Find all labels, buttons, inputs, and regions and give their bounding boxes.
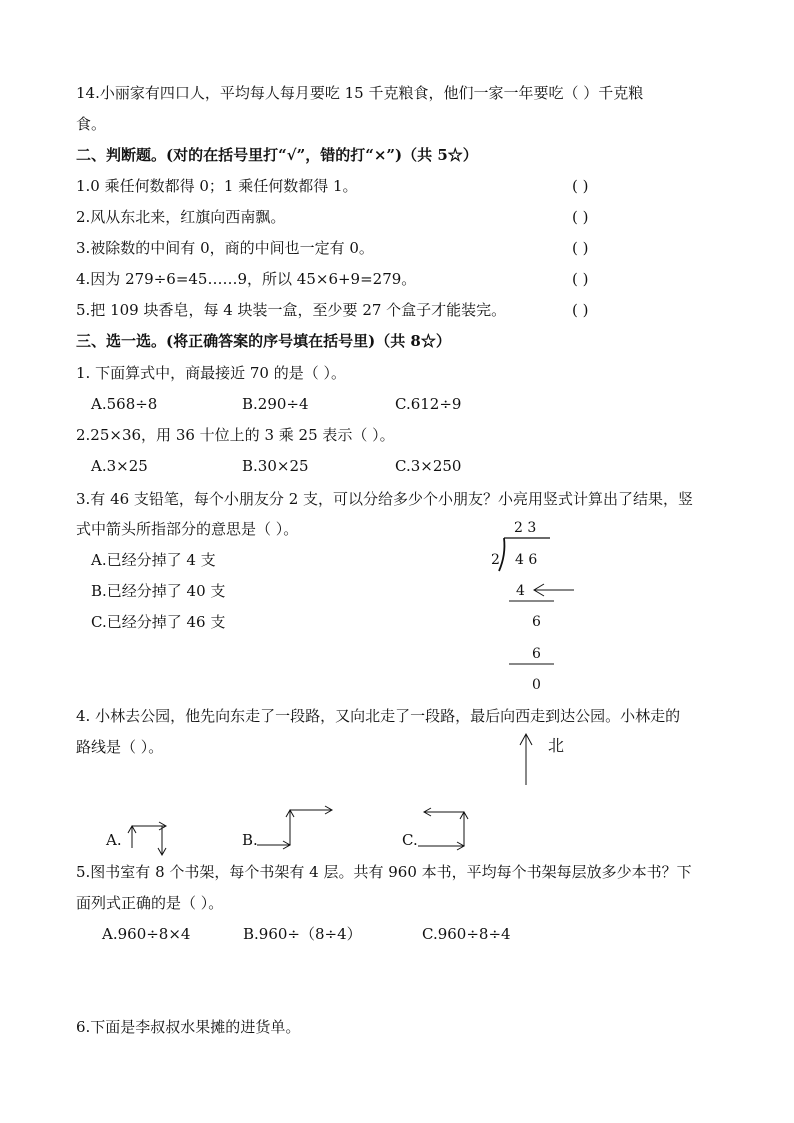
route-c-icon — [418, 808, 468, 850]
section2-heading: 二、判断题。(对的在括号里打“√”，错的打“×”)（共 5☆） — [76, 146, 478, 164]
division-remainder: 0 — [532, 677, 541, 693]
judge-item-5: 5.把 109 块香皂，每 4 块装一盒，至少要 27 个盒子才能装完。 — [76, 301, 507, 319]
choice-q1-option-c[interactable]: C.612÷9 — [395, 395, 462, 413]
choice-q5-stem-line2: 面列式正确的是（ ）。 — [76, 894, 224, 912]
choice-q3-stem-line2: 式中箭头所指部分的意思是（ ）。 — [76, 520, 299, 538]
choice-q5-option-c[interactable]: C.960÷8÷4 — [422, 925, 511, 943]
choice-q4-stem-line2: 路线是（ ）。 — [76, 738, 164, 756]
route-a-icon — [128, 822, 166, 855]
division-dividend: 4 6 — [515, 552, 538, 568]
north-arrow-icon — [520, 734, 532, 785]
choice-q2-stem: 2.25×36，用 36 十位上的 3 乘 25 表示（ ）。 — [76, 426, 395, 444]
choice-q4-option-a[interactable]: A. — [106, 831, 122, 849]
choice-q1-option-b[interactable]: B.290÷4 — [242, 395, 309, 413]
judge-paren-1[interactable]: ( ) — [572, 177, 589, 195]
choice-q5-option-a[interactable]: A.960÷8×4 — [102, 925, 191, 943]
choice-q3-stem-line1: 3.有 46 支铅笔，每个小朋友分 2 支，可以分给多少个小朋友？小亮用竖式计算出了结果，竖 — [76, 490, 694, 508]
choice-q4-option-b[interactable]: B. — [242, 831, 258, 849]
choice-q2-option-a[interactable]: A.3×25 — [91, 457, 148, 475]
q14-line1: 14.小丽家有四口人，平均每人每月要吃 15 千克粮食，他们一家一年要吃（ ）千克粮 — [76, 84, 644, 102]
choice-q5-option-b[interactable]: B.960÷（8÷4） — [243, 925, 362, 943]
choice-q3-option-c[interactable]: C.已经分掉了 46 支 — [91, 613, 226, 631]
choice-q2-option-b[interactable]: B.30×25 — [242, 457, 309, 475]
choice-q2-option-c[interactable]: C.3×250 — [395, 457, 462, 475]
north-label: 北 — [548, 736, 565, 755]
judge-item-4: 4.因为 279÷6=45……9，所以 45×6+9=279。 — [76, 270, 417, 288]
choice-q6-stem: 6.下面是李叔叔水果摊的进货单。 — [76, 1018, 301, 1036]
judge-paren-3[interactable]: ( ) — [572, 239, 589, 257]
judge-paren-5[interactable]: ( ) — [572, 301, 589, 319]
judge-paren-4[interactable]: ( ) — [572, 270, 589, 288]
choice-q1-option-a[interactable]: A.568÷8 — [91, 395, 158, 413]
choice-q1-stem: 1. 下面算式中，商最接近 70 的是（ ）。 — [76, 364, 346, 382]
division-divisor: 2 — [491, 552, 500, 568]
judge-paren-2[interactable]: ( ) — [572, 208, 589, 226]
division-step3: 6 — [532, 646, 541, 662]
section3-heading: 三、选一选。(将正确答案的序号填在括号里)（共 8☆） — [76, 332, 451, 350]
division-quotient: 2 3 — [514, 520, 537, 536]
judge-item-2: 2.风从东北来，红旗向西南飘。 — [76, 208, 286, 226]
route-b-icon — [257, 806, 332, 849]
judge-item-1: 1.0 乘任何数都得 0；1 乘任何数都得 1。 — [76, 177, 358, 195]
division-step2: 6 — [532, 614, 541, 630]
choice-q4-stem-line1: 4. 小林去公园，他先向东走了一段路，又向北走了一段路，最后向西走到达公园。小林走的 — [76, 707, 681, 725]
choice-q3-option-b[interactable]: B.已经分掉了 40 支 — [91, 582, 226, 600]
q14-line2: 食。 — [76, 115, 107, 133]
choice-q4-option-c[interactable]: C. — [402, 831, 418, 849]
division-step1: 4 — [516, 583, 525, 599]
judge-item-3: 3.被除数的中间有 0，商的中间也一定有 0。 — [76, 239, 374, 257]
choice-q5-stem-line1: 5.图书室有 8 个书架，每个书架有 4 层。共有 960 本书，平均每个书架每层放多少本书？下 — [76, 863, 692, 881]
choice-q3-option-a[interactable]: A.已经分掉了 4 支 — [91, 551, 216, 569]
